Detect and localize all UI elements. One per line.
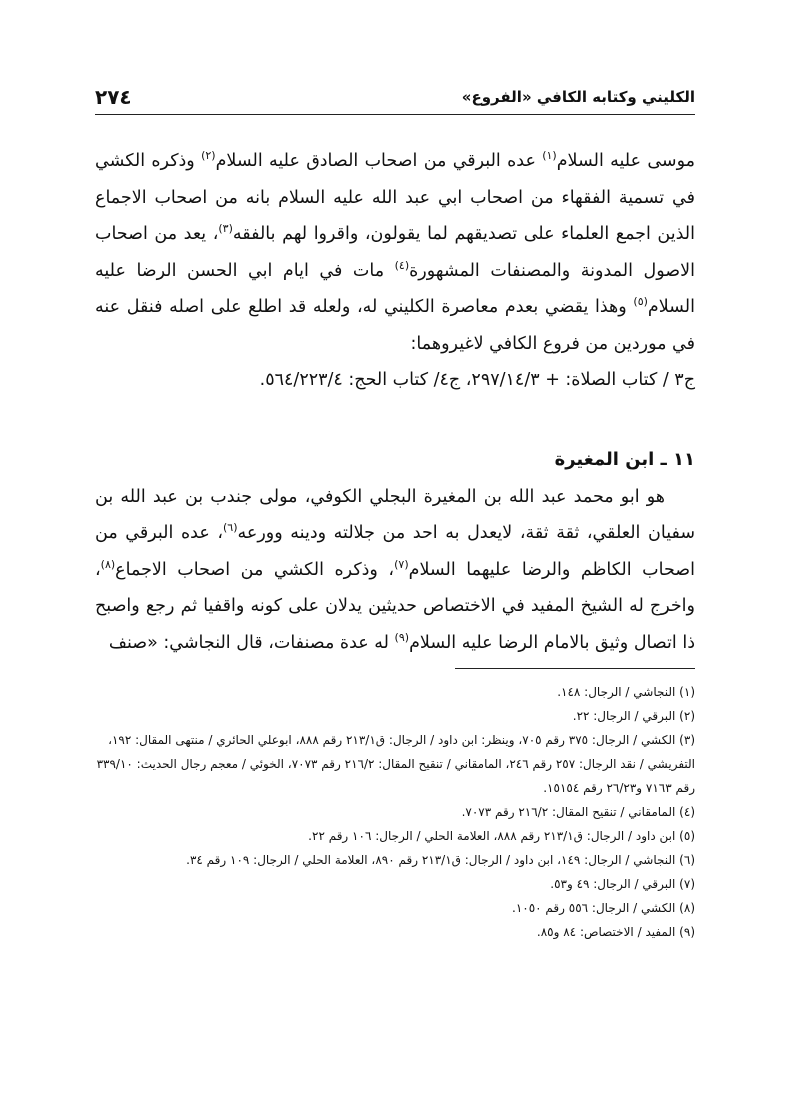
- text-run: وذكره الكشي في تسمية الفقهاء من اصحاب ابي عبد الله عليه السلام بانه من اصحاب الاجماع الذين اجمع العلماء على تصديقهم لما يقولون، واقروا لهم بالفقه: [95, 151, 696, 244]
- footnote: (٩) المفيد / الاختصاص: ٨٤ و٨٥.: [536, 925, 695, 939]
- footnote-marker: (٦): [223, 521, 238, 535]
- footnote-marker: (٢): [201, 149, 216, 163]
- text-run: ، وذكره الكشي من اصحاب الاجماع: [115, 559, 395, 580]
- footnote: (٦) النجاشي / الرجال: ١٤٩، ابن داود / الرجال: ق٢١٣/١ رقم ٨٩٠، العلامة الحلي / الرجال: ١٠٩ رقم ٣٤.: [186, 853, 695, 867]
- text-run: ، يعد من اصحاب الاصول المدونة والمصنفات المشهورة: [95, 224, 696, 281]
- footnote-marker: (٨): [100, 557, 116, 571]
- footnote-marker: (٧): [394, 557, 409, 571]
- footnotes: [95, 680, 695, 944]
- footnote: (٧) البرقي / الرجال: ٤٩ و٥٣.: [550, 877, 695, 891]
- section-heading: ١١ ـ ابن المغيرة: [554, 449, 695, 470]
- footnote: (٥) ابن داود / الرجال: ق٢١٣/١ رقم ٨٨٨، العلامة الحلي / الرجال: ١٠٦ رقم ٢٢.: [308, 829, 695, 843]
- text-run: هو ابو محمد عبد الله بن المغيرة البجلي الكوفي، مولى جندب بن عبد الله بن سفيان العلقي، ثقة ثقة، لايعدل به احد من جلالته ودينه وورعه: [95, 486, 695, 543]
- text-run: عده البرقي من اصحاب الصادق عليه السلام: [215, 151, 543, 171]
- entry-10-paragraph: [95, 143, 695, 399]
- entry-11-text: [95, 479, 695, 662]
- footnote: (٣) الكشي / الرجال: ٣٧٥ رقم ٧٠٥، وينظر: ابن داود / الرجال: ق٢١٣/١ رقم ٨٨٨، ابوعلي الحائري / منتهى المقال: ١٩٢، التفريشي / نقد الرجال: ٢٥٧ رقم ٢٤٦، المامقاني / تنقيح المقال: ٢١٦/٢ رقم ٧٠٧٣، الخوئي / معجم رجال الحديث: ٣٣٩/١٠ رقم ٧١٦٣ و٢٦/٢٣ رقم ١٥١٥٤.: [96, 733, 695, 795]
- footnote: (٤) المامقاني / تنقيح المقال: ٢١٦/٢ رقم ٧٠٧٣.: [461, 805, 695, 819]
- text-run: وهذا يقضي بعدم معاصرة الكليني له، ولعله قد اطلع على اصله فنقل عنه في موردين من فروع الكافي لاغيروهما:: [95, 297, 695, 354]
- text-run: موسى عليه السلام: [556, 151, 695, 171]
- footnote: (١) النجاشي / الرجال: ١٤٨.: [557, 685, 695, 699]
- footnote: (٢) البرقي / الرجال: ٢٢.: [572, 709, 695, 723]
- entry-10-references: ج٣ / كتاب الصلاة: + ٢٩٧/١٤/٣، ج٤/ كتاب الحج: ٥٦٤/٢٢٣/٤.: [259, 370, 695, 390]
- entry-11-paragraph: [95, 442, 695, 661]
- running-title: الكليني وكتابه الكافي «الفروع»: [461, 88, 695, 106]
- footnote-marker: (٤): [394, 258, 410, 272]
- page-header: [95, 80, 695, 115]
- footnote-marker: (٣): [218, 222, 233, 236]
- footnote-marker: (٩): [394, 630, 410, 644]
- footnote-marker: (٥): [633, 295, 648, 309]
- footnote: (٨) الكشي / الرجال: ٥٥٦ رقم ١٠٥٠.: [511, 901, 695, 915]
- footnote-marker: (١): [542, 149, 557, 163]
- footnote-divider: [455, 668, 695, 669]
- entry-10-text: [95, 143, 695, 362]
- text-run: ، عده البرقي من اصحاب الكاظم والرضا عليهما السلام: [95, 523, 695, 580]
- text-run: ، واخرج له الشيخ المفيد في الاختصاص حديثين يدلان على كونه واقفيا ثم رجع واصبح ذا اتصال وثيق بالامام الرضا عليه السلام: [95, 559, 695, 653]
- text-run: مات في ايام ابي الحسن الرضا عليه السلام: [95, 260, 695, 317]
- text-run: له عدة مصنفات، قال النجاشي: «صنف: [108, 632, 395, 653]
- page-number: ٢٧٤: [95, 85, 132, 109]
